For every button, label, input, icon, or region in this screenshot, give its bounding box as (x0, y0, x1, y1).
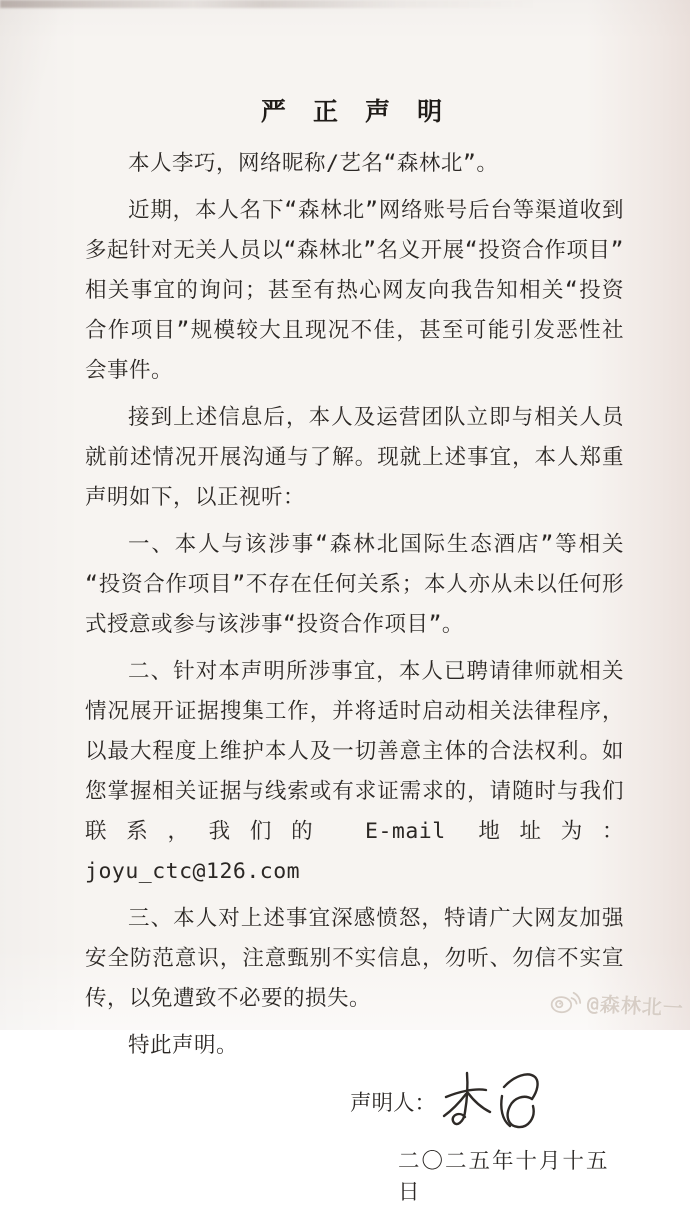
watermark-handle: @森林北一 (586, 991, 685, 1021)
handwritten-signature (440, 1066, 552, 1140)
signature-row (350, 1080, 624, 1142)
paragraph-background: 近期，本人名下“森林北”网络账号后台等渠道收到多起针对无关人员以“森林北”名义开展“投资合作项目”相关事宜的询问；甚至有热心网友向我告知相关“投资合作项目”规模较大且现况不佳，甚至可能引发恶性社会事件。 (85, 198, 624, 383)
declarant-label: 声明人： (350, 1091, 437, 1116)
paragraph-intro: 本人李巧，网络昵称/艺名“森林北”。 (128, 151, 499, 176)
scan-shadow-top (0, 0, 690, 8)
paragraph-point-1: 一、本人与该涉事“森林北国际生态酒店”等相关“投资合作项目”不存在任何关系；本人亦从未以任何形式授意或参与该涉事“投资合作项目”。 (85, 532, 624, 637)
paragraph-point-2: 二、针对本声明所涉事宜，本人已聘请律师就相关情况展开证据搜集工作，并将适时启动相关法律程序，以最大程度上维护本人及一切善意主体的合法权利。如您掌握相关证据与线索或有求证需求的，请随时与我们联系，我们的 E-mail 地址为：joyu_ctc@126.com (85, 659, 624, 884)
weibo-icon (549, 987, 582, 1015)
paragraph-closing: 特此声明。 (128, 1033, 239, 1058)
paragraph-response: 接到上述信息后，本人及运营团队立即与相关人员就前述情况开展沟通与了解。现就上述事宜，本人郑重声明如下，以正视听： (85, 405, 624, 510)
document-body (85, 144, 624, 1066)
document-title: 严 正 声 明 (260, 97, 449, 126)
statement-date: 二〇二五年十月十五日 (398, 1149, 610, 1205)
paragraph-point-3: 三、本人对上述事宜深感愤怒，特请广大网友加强安全防范意识，注意甄别不实信息，勿听、勿信不实宣传，以免遭致不必要的损失。 (85, 906, 624, 1011)
